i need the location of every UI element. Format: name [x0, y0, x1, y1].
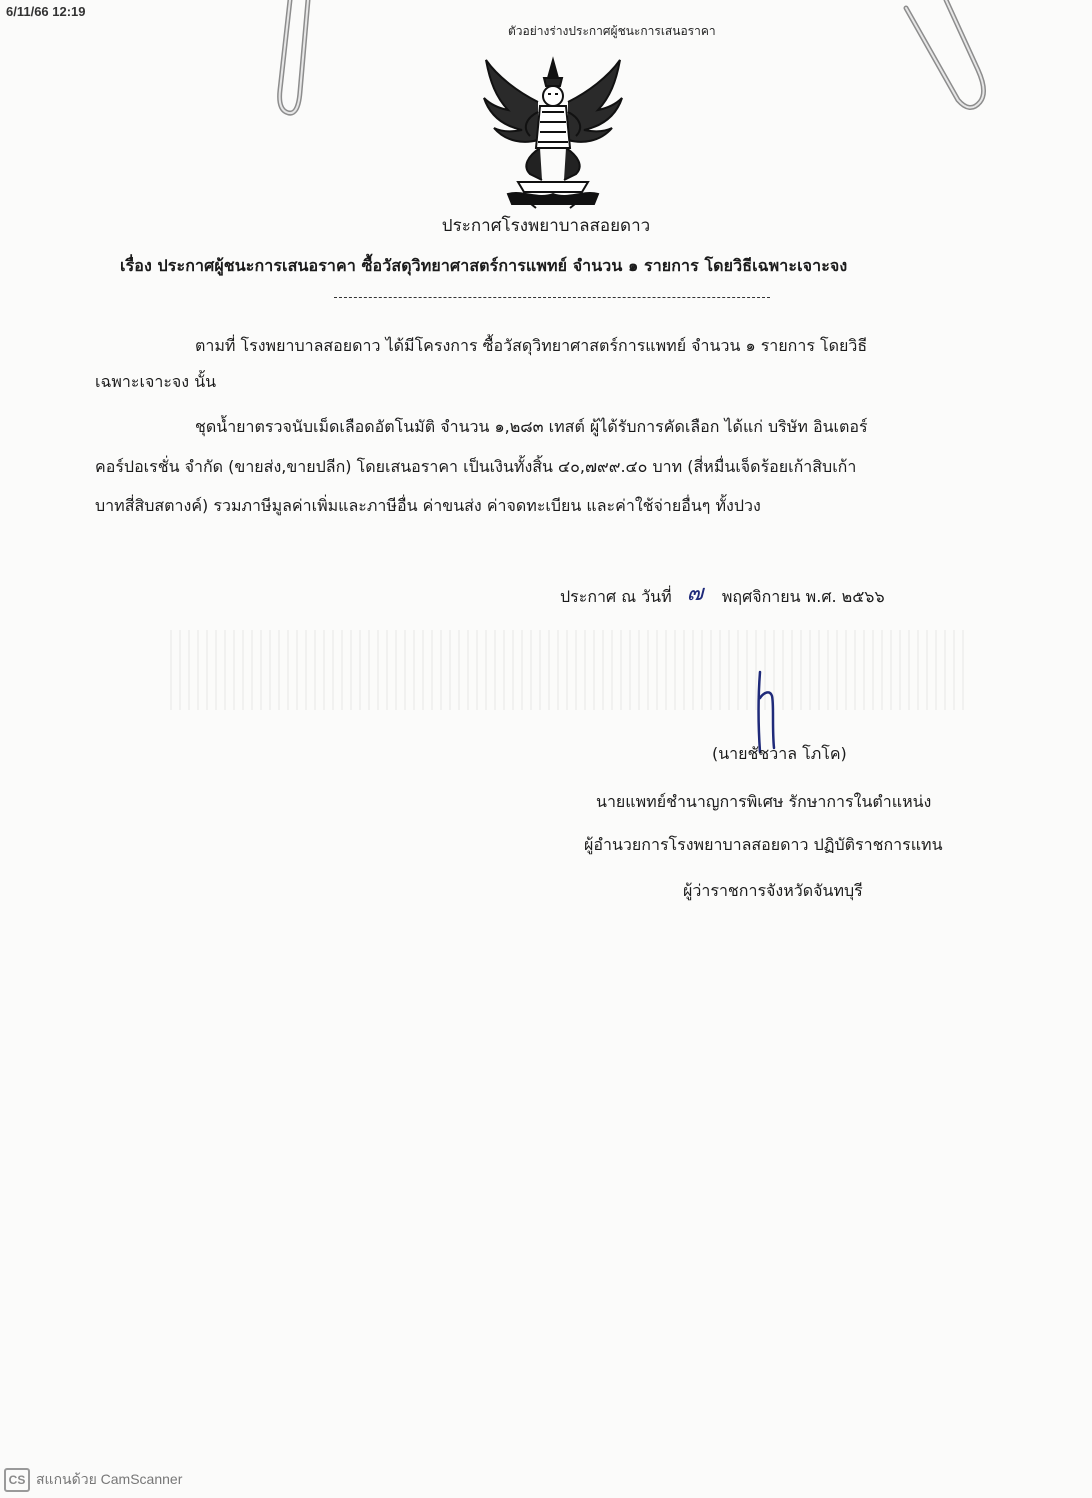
camscanner-logo-icon: CS — [4, 1468, 30, 1492]
paragraph-2-line-1: ชุดน้ำยาตรวจนับเม็ดเลือดอัตโนมัติ จำนวน ๑,๒๘๓ เทสต์ ผู้ได้รับการคัดเลือก ได้แก่ บริษัท อินเตอร์ — [195, 417, 868, 436]
date-day-handwritten — [677, 577, 717, 612]
paper-clip-left-icon — [276, 0, 336, 125]
signer-position-2: ผู้อำนวยการโรงพยาบาลสอยดาว ปฏิบัติราชการแทน — [584, 835, 943, 854]
date-suffix: พฤศจิกายน พ.ศ. ๒๕๖๖ — [721, 587, 885, 606]
paragraph-2-line-3: บาทสี่สิบสตางค์) รวมภาษีมูลค่าเพิ่มและภาษีอื่น ค่าขนส่ง ค่าจดทะเบียน และค่าใช้จ่ายอื่นๆ ทั้งปวง — [95, 496, 761, 515]
announcement-date — [560, 577, 885, 612]
date-day-text: ๗ — [686, 581, 704, 606]
garuda-emblem-icon — [478, 52, 628, 212]
signer-position-1: นายแพทย์ชำนาญการพิเศษ รักษาการในตำแหน่ง — [596, 792, 932, 811]
paragraph-1-line-2: เฉพาะเจาะจง นั้น — [95, 372, 217, 391]
document-title: ประกาศโรงพยาบาลสอยดาว — [441, 216, 651, 236]
paragraph-1-line-1: ตามที่ โรงพยาบาลสอยดาว ได้มีโครงการ ซื้อวัสดุวิทยาศาสตร์การแพทย์ จำนวน ๑ รายการ โดยวิธี — [195, 336, 868, 355]
paper-clip-right-icon — [896, 0, 996, 115]
scanner-text: สแกนด้วย CamScanner — [36, 1471, 183, 1487]
timestamp: 6/11/66 12:19 — [6, 4, 86, 19]
draft-label: ตัวอย่างร่างประกาศผู้ชนะการเสนอราคา — [508, 24, 716, 38]
scanner-watermark — [4, 1468, 182, 1492]
document-subject: เรื่อง ประกาศผู้ชนะการเสนอราคา ซื้อวัสดุวิทยาศาสตร์การแพทย์ จำนวน ๑ รายการ โดยวิธีเฉพาะเจาะจง — [120, 256, 848, 275]
paragraph-2-line-2: คอร์ปอเรชั่น จำกัด (ขายส่ง,ขายปลีก) โดยเสนอราคา เป็นเงินทั้งสิ้น ๔๐,๗๙๙.๔๐ บาท (สี่หมื่นเจ็ดร้อยเก้าสิบเก้า — [95, 457, 857, 476]
date-prefix: ประกาศ ณ วันที่ — [560, 587, 672, 606]
divider — [334, 297, 770, 298]
scan-noise — [170, 630, 970, 710]
signer-position-3: ผู้ว่าราชการจังหวัดจันทบุรี — [683, 881, 863, 900]
signer-name: (นายชัชวาล โภโค) — [712, 744, 847, 763]
